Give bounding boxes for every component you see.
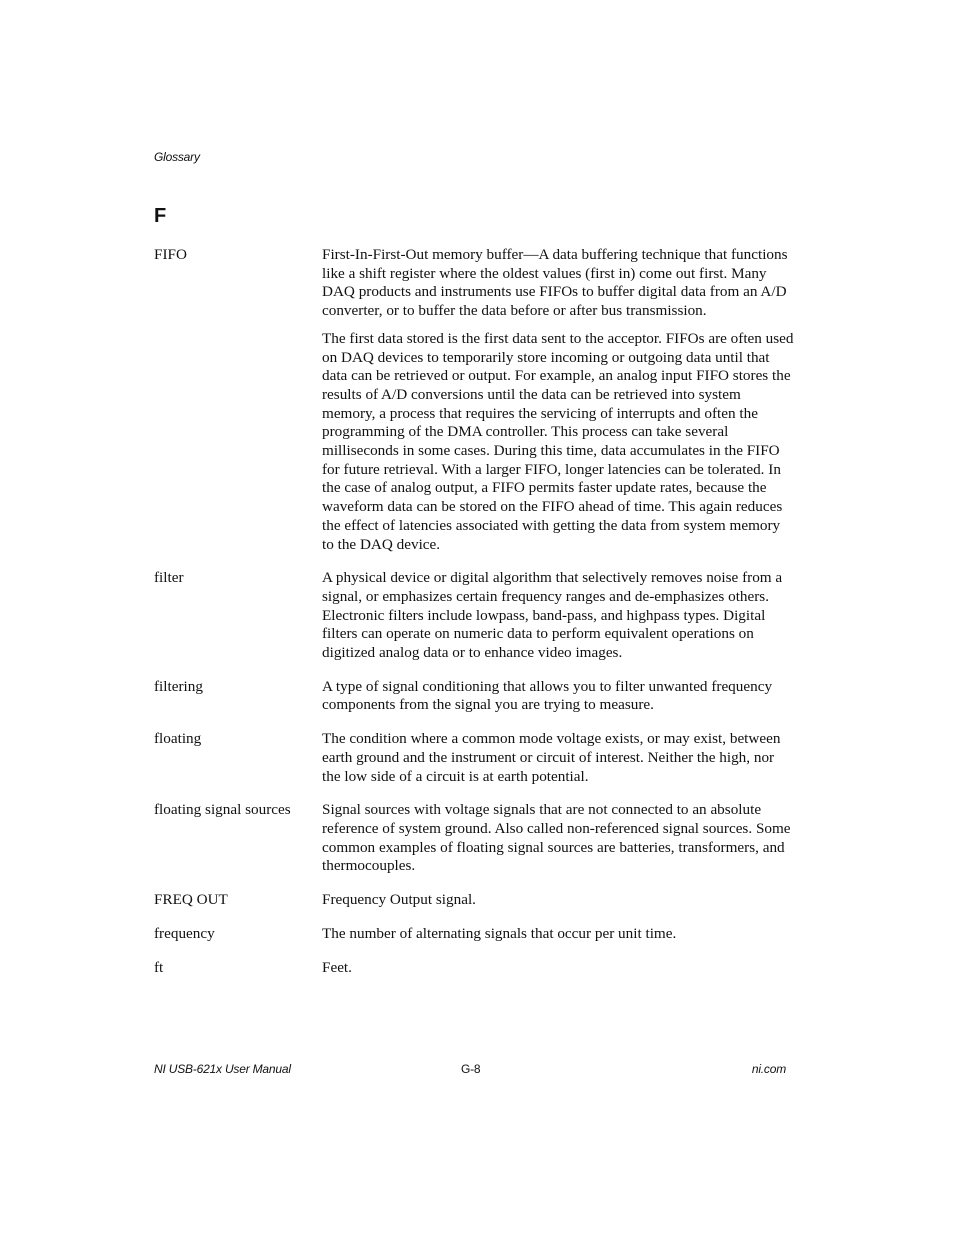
footer-manual-title: NI USB-621x User Manual <box>154 1062 291 1076</box>
glossary-term: floating <box>154 730 202 748</box>
glossary-entry-floating <box>154 730 794 786</box>
glossary-term: FIFO <box>154 246 187 263</box>
glossary-term: floating signal sources <box>154 801 291 819</box>
glossary-entry-filtering <box>154 678 794 715</box>
glossary-definition <box>322 925 794 944</box>
glossary-definition <box>322 569 794 663</box>
glossary-entry-fifo <box>154 246 794 554</box>
definition-paragraph: Feet. <box>322 958 352 976</box>
definition-paragraph: A type of signal conditioning that allows you to filter unwanted frequency components from the signal you are trying to measure. <box>322 677 773 714</box>
footer-website: ni.com <box>751 1062 786 1076</box>
glossary-definition <box>322 891 794 910</box>
glossary-entry-floating-signal-sources <box>154 801 794 876</box>
glossary-definition <box>322 959 794 978</box>
definition-paragraph: Signal sources with voltage signals that are not connected to an absolute reference of system ground. Also called non-referenced signal sources. Some common examples of floating signal sources are batteries, transformers, and thermocouples. <box>322 801 791 875</box>
glossary-definition <box>322 730 794 786</box>
glossary-entry-frequency <box>154 925 794 944</box>
definition-paragraph: Frequency Output signal. <box>322 891 476 909</box>
glossary-definition <box>322 801 794 876</box>
glossary-term: FREQ OUT <box>154 891 228 909</box>
running-header: Glossary <box>154 150 200 164</box>
glossary-term: ft <box>154 958 164 976</box>
glossary-entries <box>154 246 794 992</box>
glossary-term: frequency <box>154 924 215 942</box>
footer-page-number: G-8 <box>461 1062 481 1076</box>
glossary-entry-ft <box>154 959 794 978</box>
glossary-definition <box>322 678 794 715</box>
definition-paragraph: The number of alternating signals that occur per unit time. <box>322 924 677 942</box>
glossary-entry-filter <box>154 569 794 663</box>
definition-paragraph: The condition where a common mode voltage exists, or may exist, between earth ground and the instrument or circuit of interest. Neither the high, nor the low side of a circuit is at earth potential. <box>322 730 781 785</box>
definition-paragraph: A physical device or digital algorithm that selectively removes noise from a signal, or emphasizes certain frequency ranges and de-emphasizes others. Electronic filters include lowpass, band-pass, and highpass types. Digital filters can operate on numeric data to perform equivalent operations on digitized analog data or to enhance video images. <box>322 569 783 662</box>
glossary-term: filtering <box>154 677 203 695</box>
section-letter-heading: F <box>154 205 167 227</box>
definition-paragraph: The first data stored is the first data sent to the acceptor. FIFOs are often used on DAQ devices to temporarily store incoming or outgoing data until that data can be retrieved or output. For example, an analog input FIFO stores the results of A/D conversions until the data can be retrieved into system memory, a process that requires the servicing of interrupts and often the programming of the DMA controller. This process can take several milliseconds in some cases. During this time, data accumulates in the FIFO for future retrieval. With a larger FIFO, longer latencies can be tolerated. In the case of analog output, a FIFO permits faster update rates, because the waveform data can be stored on the FIFO ahead of time. This again reduces the effect of latencies associated with getting the data from system memory to the DAQ device. <box>322 329 794 553</box>
glossary-definition <box>322 246 794 554</box>
glossary-entry-freq-out <box>154 891 794 910</box>
definition-paragraph: First-In-First-Out memory buffer—A data buffering technique that functions like a shift register where the oldest values (first in) come out first. Many DAQ products and instruments use FIFOs to buffer digital data from an A/D converter, or to buffer the data before or after bus transmission. <box>322 246 788 320</box>
glossary-term: filter <box>154 569 184 587</box>
